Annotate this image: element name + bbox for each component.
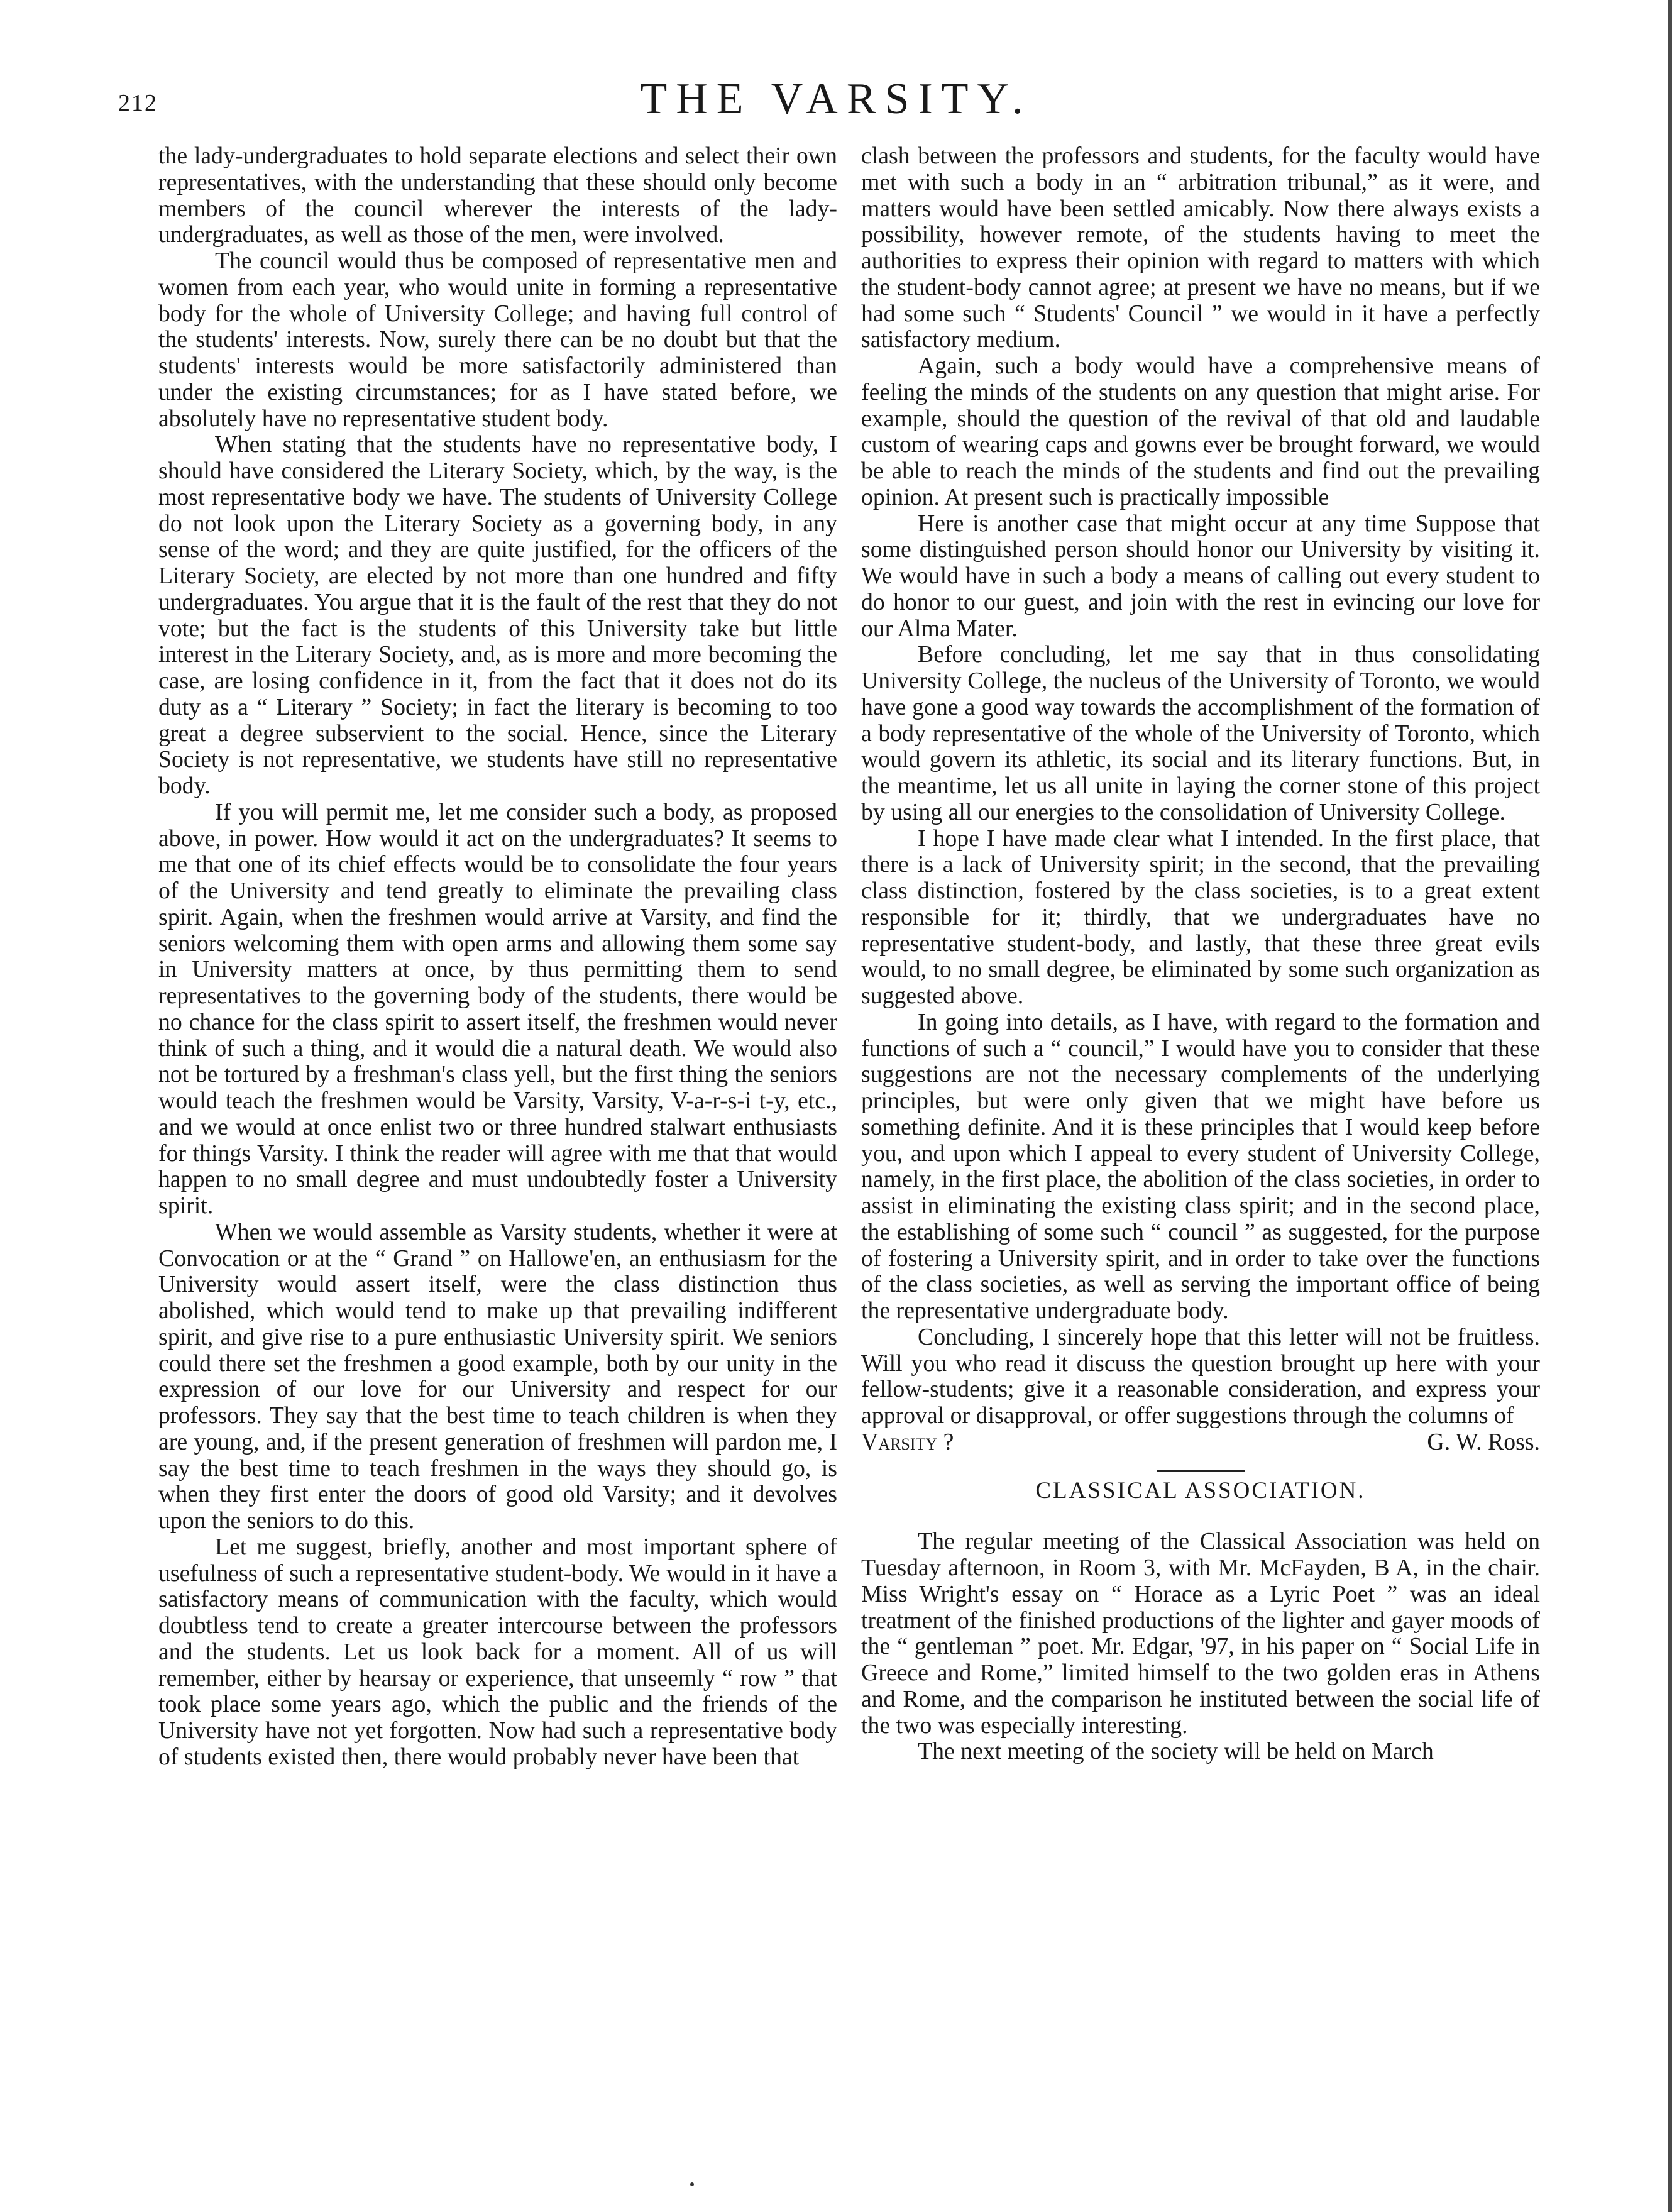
page-number: 212 xyxy=(118,90,158,116)
paragraph: Again, such a body would have a comprehensive means of feeling the minds of the students on any question that might arise. For example, should the question of the revival of that old and laudable custom of wearing caps and gowns ever be brought forward, we would be able to reach the minds of the students and find out the prevailing opinion. At present such is practically impossible xyxy=(861,353,1540,510)
paragraph: Here is another case that might occur at any time Suppose that some distinguished person should honor our University by visiting it. We would have in such a body a means of calling out every student to do honor to our guest, and join with the rest in evincing our love for our Alma Mater. xyxy=(861,510,1540,642)
paragraph: I hope I have made clear what I intended. In the first place, that there is a lack of University spirit; in the second, that the prevailing class distinction, fostered by the class societies, is to a great extent responsible for it; thirdly, that we undergraduates have no representative student-body, and lastly, that these three great evils would, to no small degree, be eliminated by some such organization as suggested above. xyxy=(861,825,1540,1009)
paragraph: When stating that the students have no representative body, I should have considered the Literary Society, which, by the way, is the most representative body we have. The students of University College do not look upon the Literary Society as a governing body, in any sense of the word; and they are quite justified, for the officers of the Literary Society, are elected by not more than one hundred and fifty undergraduates. You argue that it is the fault of the rest that they do not vote; but the fact is the students of this University take but little interest in the Literary Society, and, as is more and more becoming the case, are losing confidence in it, from the fact that it does not do its duty as a “ Literary ” Society; in fact the literary is becoming to too great a degree subservient to the social. Hence, since the Literary Society is not representative, we students have still no representative body. xyxy=(158,431,837,799)
section-title: CLASSICAL ASSOCIATION. xyxy=(1035,1477,1366,1504)
paragraph: If you will permit me, let me consider such a body, as proposed above, in power. How would it act on the undergraduates? It seems to me that one of its chief effects would be to consolidate the four years of the University and tend greatly to eliminate the prevailing class spirit. Again, when the freshmen would arrive at Varsity, and find the seniors welcoming them with open arms and allowing them some say in University matters at once, by thus permitting them to send representatives to the governing body of the students, there would be no chance for the class spirit to assert itself, the freshmen would never think of such a thing, and it would die a natural death. We would also not be tortured by a freshman's class yell, but the first thing the seniors would teach the freshmen would be Varsity, Varsity, V-a-r-s-i t-y, etc., and we would at once enlist two or three hundred stalwart enthusiasts for things Varsity. I think the reader will agree with me that that would happen to no small degree and must undoubtedly foster a University spirit. xyxy=(158,798,837,1219)
paragraph: the lady-undergraduates to hold separate elections and select their own representatives, with the understanding that these should only become members of the council wherever the interests of the lady-undergraduates, as well as those of the men, were involved. xyxy=(158,143,837,248)
left-column xyxy=(158,143,837,1771)
paragraph: Let me suggest, briefly, another and most important sphere of usefulness of such a representative student-body. We would in it have a satisfactory means of communication with the faculty, which would doubtless tend to create a greater intercourse between the professors and the students. Let us look back for a moment. All of us will remember, either by hearsay or experience, that unseemly “ row ” that took place some years ago, which the public and the friends of the University have not yet forgotten. Now had such a representative body of students existed then, there would probably never have been that xyxy=(158,1533,837,1770)
section-divider xyxy=(1157,1470,1245,1472)
page-edge-shadow xyxy=(1668,0,1672,2212)
paragraph: Concluding, I sincerely hope that this letter will not be fruitless. Will you who read it discuss the question brought up here with your fellow-students; give it a reasonable consideration, and express your approval or disapproval, or offer suggestions through the columns of xyxy=(861,1323,1540,1429)
paragraph: The next meeting of the society will be held on March xyxy=(918,1738,1434,1765)
paragraph: The regular meeting of the Classical Association was held on Tuesday afternoon, in Room 3, with Mr. McFayden, B A, in the chair. Miss Wright's essay on “ Horace as a Lyric Poet ” was an ideal treatment of the finished productions of the lighter and gayer moods of the “ gentleman ” poet. Mr. Edgar, '97, in his paper on “ Social Life in Greece and Rome,” limited himself to the two golden eras in Athens and Rome, and the comparison he instituted between the social life of the two was especially interesting. xyxy=(861,1528,1540,1739)
paragraph: The council would thus be composed of representative men and women from each year, who would unite in forming a representative body for the whole of University College; and having full control of the students' interests. Now, surely there can be no doubt but that the students' interests would be more satisfactorily administered than under the existing circumstances; for as I have stated before, we absolutely have no representative student body. xyxy=(158,248,837,432)
paragraph: clash between the professors and students, for the faculty would have met with such a body in an “ arbitration tribunal,” as it were, and matters would have been settled amicably. Now there always exists a possibility, however remote, of the students having to meet the authorities to express their opinion with regard to matters with which the student-body cannot agree; at present we have no means, but if we had some such “ Students' Council ” we would in it have a perfectly satisfactory medium. xyxy=(861,143,1540,353)
masthead-title: THE VARSITY. xyxy=(640,75,1032,123)
paragraph: In going into details, as I have, with regard to the formation and functions of such a “ council,” I would have you to consider that these suggestions are not the necessary complements of the underlying principles, but were only given that we might have before us something definite. And it is these principles that I would keep before you, and upon which I appeal to every student of University College, namely, in the first place, the abolition of the class societies, in order to assist in eliminating the existing class spirit; and in the second place, the establishing of some such “ council ” as suggested, for the purpose of fostering a University spirit, and in order to take over the functions of the class societies, as well as serving the important office of being the representative undergraduate body. xyxy=(861,1008,1540,1324)
signoff-author: G. W. Ross. xyxy=(1427,1428,1540,1455)
paragraph: Before concluding, let me say that in thus consolidating University College, the nucleus of the University of Toronto, we would have gone a good way towards the accomplishment of the formation of a body representative of the whole of the University of Toronto, which would govern its athletic, its social and its literary functions. But, in the meantime, let us all unite in laying the corner stone of this project by using all our energies to the consolidation of University College. xyxy=(861,641,1540,825)
paragraph: When we would assemble as Varsity students, whether it were at Convocation or at the “ Grand ” on Hallowe'en, an enthusiasm for the University would assert itself, were the class distinction thus abolished, which would tend to make up that prevailing indifferent spirit, and give rise to a pure enthusiastic University spirit. We seniors could there set the freshmen a good example, both by our unity in the expression of our love for our University and respect for our professors. They say that the best time to teach children is when they are young, and, if the present generation of freshmen will pardon me, I say the best time to teach freshmen in the ways they should go, is when they first enter the doors of good old Varsity; and it devolves upon the seniors to do this. xyxy=(158,1218,837,1534)
signoff-publication: Varsity ? xyxy=(861,1428,954,1455)
page-header xyxy=(0,74,1672,131)
right-column xyxy=(861,143,1540,1765)
page-mark xyxy=(690,2182,694,2186)
letter-signoff xyxy=(861,1429,1540,1456)
